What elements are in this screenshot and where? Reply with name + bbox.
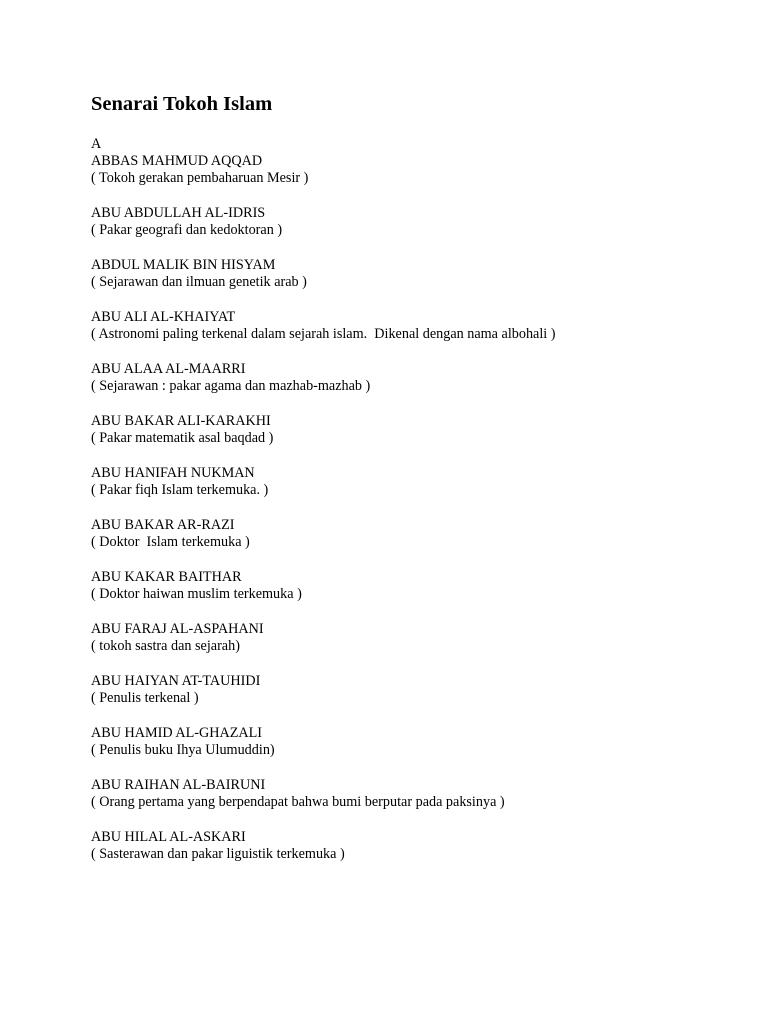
entry-name: ABU ALAA AL-MAARRI — [91, 361, 246, 377]
entry-name: ABU RAIHAN AL-BAIRUNI — [91, 777, 266, 793]
entry-description: ( Doktor Islam terkemuka ) — [91, 534, 250, 550]
entry-description: ( Sejarawan : pakar agama dan mazhab-mazhab ) — [91, 378, 371, 394]
entry-description: ( Pakar fiqh Islam terkemuka. ) — [91, 482, 269, 498]
list-item — [91, 673, 731, 707]
entry-name: ABU ALI AL-KHAIYAT — [91, 309, 236, 325]
entry-list — [91, 153, 731, 863]
list-item — [91, 257, 731, 291]
entry-description: ( Pakar matematik asal baqdad ) — [91, 430, 274, 446]
list-item — [91, 621, 731, 655]
entry-description: ( tokoh sastra dan sejarah) — [91, 638, 240, 654]
list-item — [91, 309, 731, 343]
entry-name: ABU BAKAR ALI-KARAKHI — [91, 413, 271, 429]
entry-name: ABU HILAL AL-ASKARI — [91, 829, 246, 845]
entry-name: ABU FARAJ AL-ASPAHANI — [91, 621, 264, 637]
entry-name: ABU HAIYAN AT-TAUHIDI — [91, 673, 261, 689]
entry-description: ( Penulis terkenal ) — [91, 690, 199, 706]
entry-description: ( Orang pertama yang berpendapat bahwa bumi berputar pada paksinya ) — [91, 794, 505, 810]
entry-name: ABU HAMID AL-GHAZALI — [91, 725, 263, 741]
list-item — [91, 777, 731, 811]
section-letter: A — [91, 136, 102, 152]
list-item — [91, 361, 731, 395]
entry-description: ( Sasterawan dan pakar liguistik terkemuka ) — [91, 846, 345, 862]
document-body — [91, 92, 731, 881]
entry-name: ABU HANIFAH NUKMAN — [91, 465, 255, 481]
list-item — [91, 153, 731, 187]
list-item — [91, 517, 731, 551]
entry-name: ABU BAKAR AR-RAZI — [91, 517, 235, 533]
entry-name: ABU ABDULLAH AL-IDRIS — [91, 205, 266, 221]
entry-description: ( Tokoh gerakan pembaharuan Mesir ) — [91, 170, 309, 186]
entry-description: ( Doktor haiwan muslim terkemuka ) — [91, 586, 302, 602]
entry-description: ( Penulis buku Ihya Ulumuddin) — [91, 742, 275, 758]
entry-name: ABDUL MALIK BIN HISYAM — [91, 257, 276, 273]
list-item — [91, 413, 731, 447]
list-item — [91, 465, 731, 499]
list-item — [91, 829, 731, 863]
entry-name: ABBAS MAHMUD AQQAD — [91, 153, 263, 169]
list-item — [91, 725, 731, 759]
list-item — [91, 205, 731, 239]
page-title: Senarai Tokoh Islam — [91, 93, 273, 115]
entry-name: ABU KAKAR BAITHAR — [91, 569, 242, 585]
entry-description: ( Pakar geografi dan kedoktoran ) — [91, 222, 283, 238]
entry-description: ( Astronomi paling terkenal dalam sejarah islam. Dikenal dengan nama albohali ) — [91, 326, 556, 342]
entry-description: ( Sejarawan dan ilmuan genetik arab ) — [91, 274, 307, 290]
list-item — [91, 569, 731, 603]
